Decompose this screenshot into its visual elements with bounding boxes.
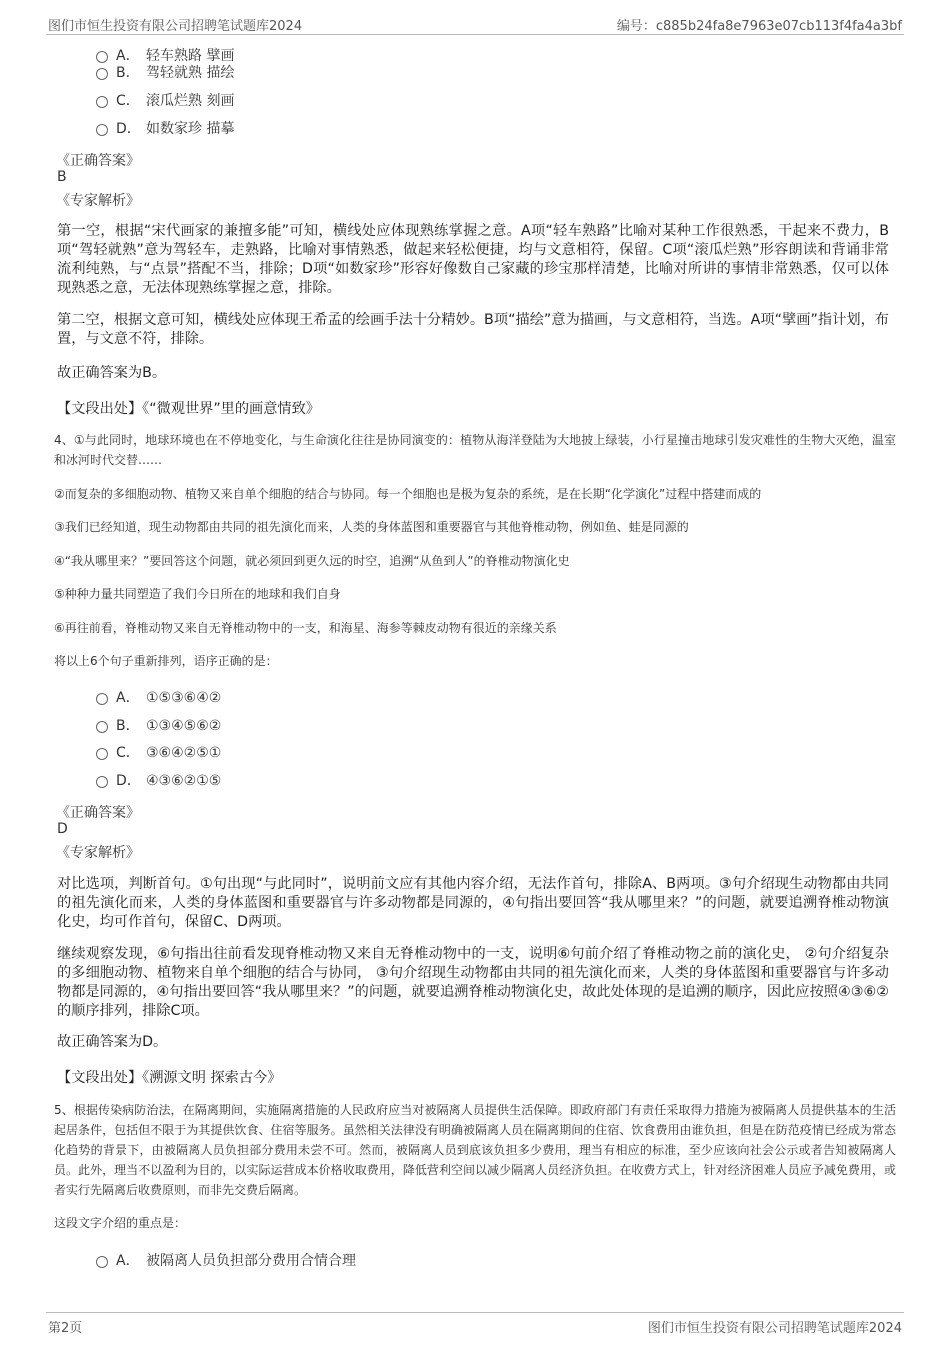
q3-analysis-paragraph-1: 第一空，根据“宋代画家的兼擅多能”可知，横线处应体现熟练掌握之意。A项“轻车熟路”比喻对某种工作很熟悉，干起来不费力，B项“驾轻就熟”意为驾轻车，走熟路，比喻对事情熟悉，做起来轻松便捷，均与文意相符，保留。C项“滚瓜烂熟”形容朗读和背诵非常流利纯熟，与“点景”搭配不当，排除；D项“如数家珍”形容好像数自己家藏的珍宝那样清楚，比喻对所讲的事情非常熟悉，仅可以体现熟悉之意，无法体现熟练掌握之意，排除。 xyxy=(57,223,889,296)
option-text: ①③④⑤⑥② xyxy=(146,718,222,734)
q4-answer-label: 《正确答案》 xyxy=(56,805,140,821)
radio-button-icon[interactable] xyxy=(96,693,108,705)
page-header xyxy=(46,12,904,35)
q4-analysis-label: 《专家解析》 xyxy=(56,845,140,861)
option-text: 滚瓜烂熟 刻画 xyxy=(146,93,235,109)
q4-analysis-paragraph-2: 继续观察发现，⑥句指出往前看发现脊椎动物又来自无脊椎动物中的一支，说明⑥句前介绍了脊椎动物之前的演化史， ②句介绍复杂的多细胞动物、植物来自单个细胞的结合与协同， ③句介绍现生动物都由共同的祖先演化而来，人类的身体蓝图和重要器官与许多动物都是同源的，④句指出要回答“我从哪里来？”的问题，就要追溯脊椎动物演化史，故此处体现的是追溯的顺序，因此应按照④③⑥②的顺序排列，排除C项。 xyxy=(57,946,889,1019)
q3-option-b[interactable] xyxy=(96,63,234,83)
q4-sentence-3: ③我们已经知道，现生动物都由共同的祖先演化而来，人类的身体蓝图和重要器官与其他脊椎动物，例如鱼、蛙是同源的 xyxy=(54,520,689,534)
radio-button-icon[interactable] xyxy=(96,721,108,733)
q4-answer: D xyxy=(57,821,68,837)
q4-analysis-paragraph-1: 对比选项，判断首句。①句出现“与此同时”，说明前文应有其他内容介绍，无法作首句，排除A、B两项。③句介绍现生动物都由共同的祖先演化而来，人类的身体蓝图和重要器官与许多动物都是同源的，④句指出要回答“我从哪里来？”的问题，就要追溯脊椎动物演化史，均可作首句，保留C、D两项。 xyxy=(57,876,889,930)
q3-option-d[interactable] xyxy=(96,119,234,139)
q3-analysis-label: 《专家解析》 xyxy=(56,193,140,209)
option-letter: C． xyxy=(116,745,140,761)
option-text: 驾轻就熟 描绘 xyxy=(146,65,235,81)
option-text: ③⑥④②⑤① xyxy=(146,745,222,761)
option-letter: B． xyxy=(116,718,140,734)
option-text: ①⑤③⑥④② xyxy=(146,690,222,706)
option-letter: D． xyxy=(116,773,141,789)
q5-intro: 5、根据传染病防治法，在隔离期间，实施隔离措施的人民政府应当对被隔离人员提供生活保障。即政府部门有责任采取得力措施为被隔离人员提供基本的生活起居条件，包括但不限于为其提供饮食、住宿等服务。虽然相关法律没有明确被隔离人员在隔离期间的住宿、饮食费用由谁负担，但是在防范疫情已经成为常态化趋势的背景下，由被隔离人员负担部分费用未尝不可。然而，被隔离人员到底该负担多少费用，理当有相应的标准，至少应该向社会公示或者告知被隔离人员。此外，理当不以盈利为目的，以实际运营成本价格收取费用，降低营利空间以减少隔离人员经济负担。在收费方式上，针对经济困难人员应予减免费用，或者实行先隔离后收费原则，而非先交费后隔离。 xyxy=(54,1103,896,1197)
option-letter: B． xyxy=(116,65,140,81)
q4-option-c[interactable] xyxy=(96,743,221,763)
radio-button-icon[interactable] xyxy=(96,124,108,136)
q4-sentence-6: ⑥再往前看，脊椎动物又来自无脊椎动物中的一支，和海星、海参等棘皮动物有很近的亲缘关系 xyxy=(54,621,557,635)
q4-sentence-4: ④“我从哪里来？”要回答这个问题，就必须回到更久远的时空，追溯“从鱼到人”的脊椎动物演化史 xyxy=(54,554,570,568)
q3-source: 【文段出处】《“微观世界”里的画意情致》 xyxy=(57,401,320,417)
option-letter: A． xyxy=(116,48,140,64)
q3-analysis-paragraph-2: 第二空，根据文意可知，横线处应体现王希孟的绘画手法十分精妙。B项“描绘”意为描画，与文意相符，当选。A项“擘画”指计划，布置，与文意不符，排除。 xyxy=(57,312,889,347)
q4-option-a[interactable] xyxy=(96,688,221,708)
q4-option-b[interactable] xyxy=(96,716,221,736)
q4-sentence-2: ②而复杂的多细胞动物、植物又来自单个细胞的结合与协同。每一个细胞也是极为复杂的系统，是在长期“化学演化”过程中搭建而成的 xyxy=(54,487,762,501)
option-letter: C． xyxy=(116,93,140,109)
q4-analysis-conclusion: 故正确答案为D。 xyxy=(57,1034,168,1050)
q5-option-a[interactable] xyxy=(96,1251,356,1271)
option-text: 如数家珍 描摹 xyxy=(146,121,235,137)
q4-sentence-5: ⑤种种力量共同塑造了我们今日所在的地球和我们自身 xyxy=(54,587,341,601)
option-text: 轻车熟路 擘画 xyxy=(146,48,235,64)
radio-button-icon[interactable] xyxy=(96,96,108,108)
footer-title: 图们市恒生投资有限公司招聘笔试题库2024 xyxy=(647,1321,902,1336)
radio-button-icon[interactable] xyxy=(96,68,108,80)
radio-button-icon[interactable] xyxy=(96,776,108,788)
q4-source: 【文段出处】《溯源文明 探索古今》 xyxy=(57,1070,282,1086)
header-doc-id: 编号：c885b24fa8e7963e07cb113f4fa4a3bf xyxy=(616,19,902,34)
header-title: 图们市恒生投资有限公司招聘笔试题库2024 xyxy=(48,19,303,34)
radio-button-icon[interactable] xyxy=(96,51,108,63)
footer-page-number: 第2页 xyxy=(48,1321,83,1336)
q3-option-c[interactable] xyxy=(96,91,234,111)
radio-button-icon[interactable] xyxy=(96,748,108,760)
option-letter: A． xyxy=(116,1253,140,1269)
option-text: ④③⑥②①⑤ xyxy=(146,773,222,789)
page-footer xyxy=(46,1312,904,1337)
q3-answer-label: 《正确答案》 xyxy=(56,153,140,169)
q5-question: 这段文字介绍的重点是： xyxy=(54,1216,187,1230)
option-letter: A． xyxy=(116,690,140,706)
q3-answer: B xyxy=(57,169,67,185)
q4-question: 将以上6个句子重新排列，语序正确的是： xyxy=(54,654,278,668)
option-letter: D． xyxy=(116,121,141,137)
option-text: 被隔离人员负担部分费用合情合理 xyxy=(146,1253,356,1269)
radio-button-icon[interactable] xyxy=(96,1256,108,1268)
q4-option-d[interactable] xyxy=(96,771,221,791)
q3-analysis-conclusion: 故正确答案为B。 xyxy=(57,365,167,381)
q4-intro: 4、①与此同时，地球环境也在不停地变化，与生命演化往往是协同演变的：植物从海洋登陆为大地披上绿装，小行星撞击地球引发灾难性的生物大灭绝，温室和冰河时代交替…… xyxy=(54,433,896,467)
